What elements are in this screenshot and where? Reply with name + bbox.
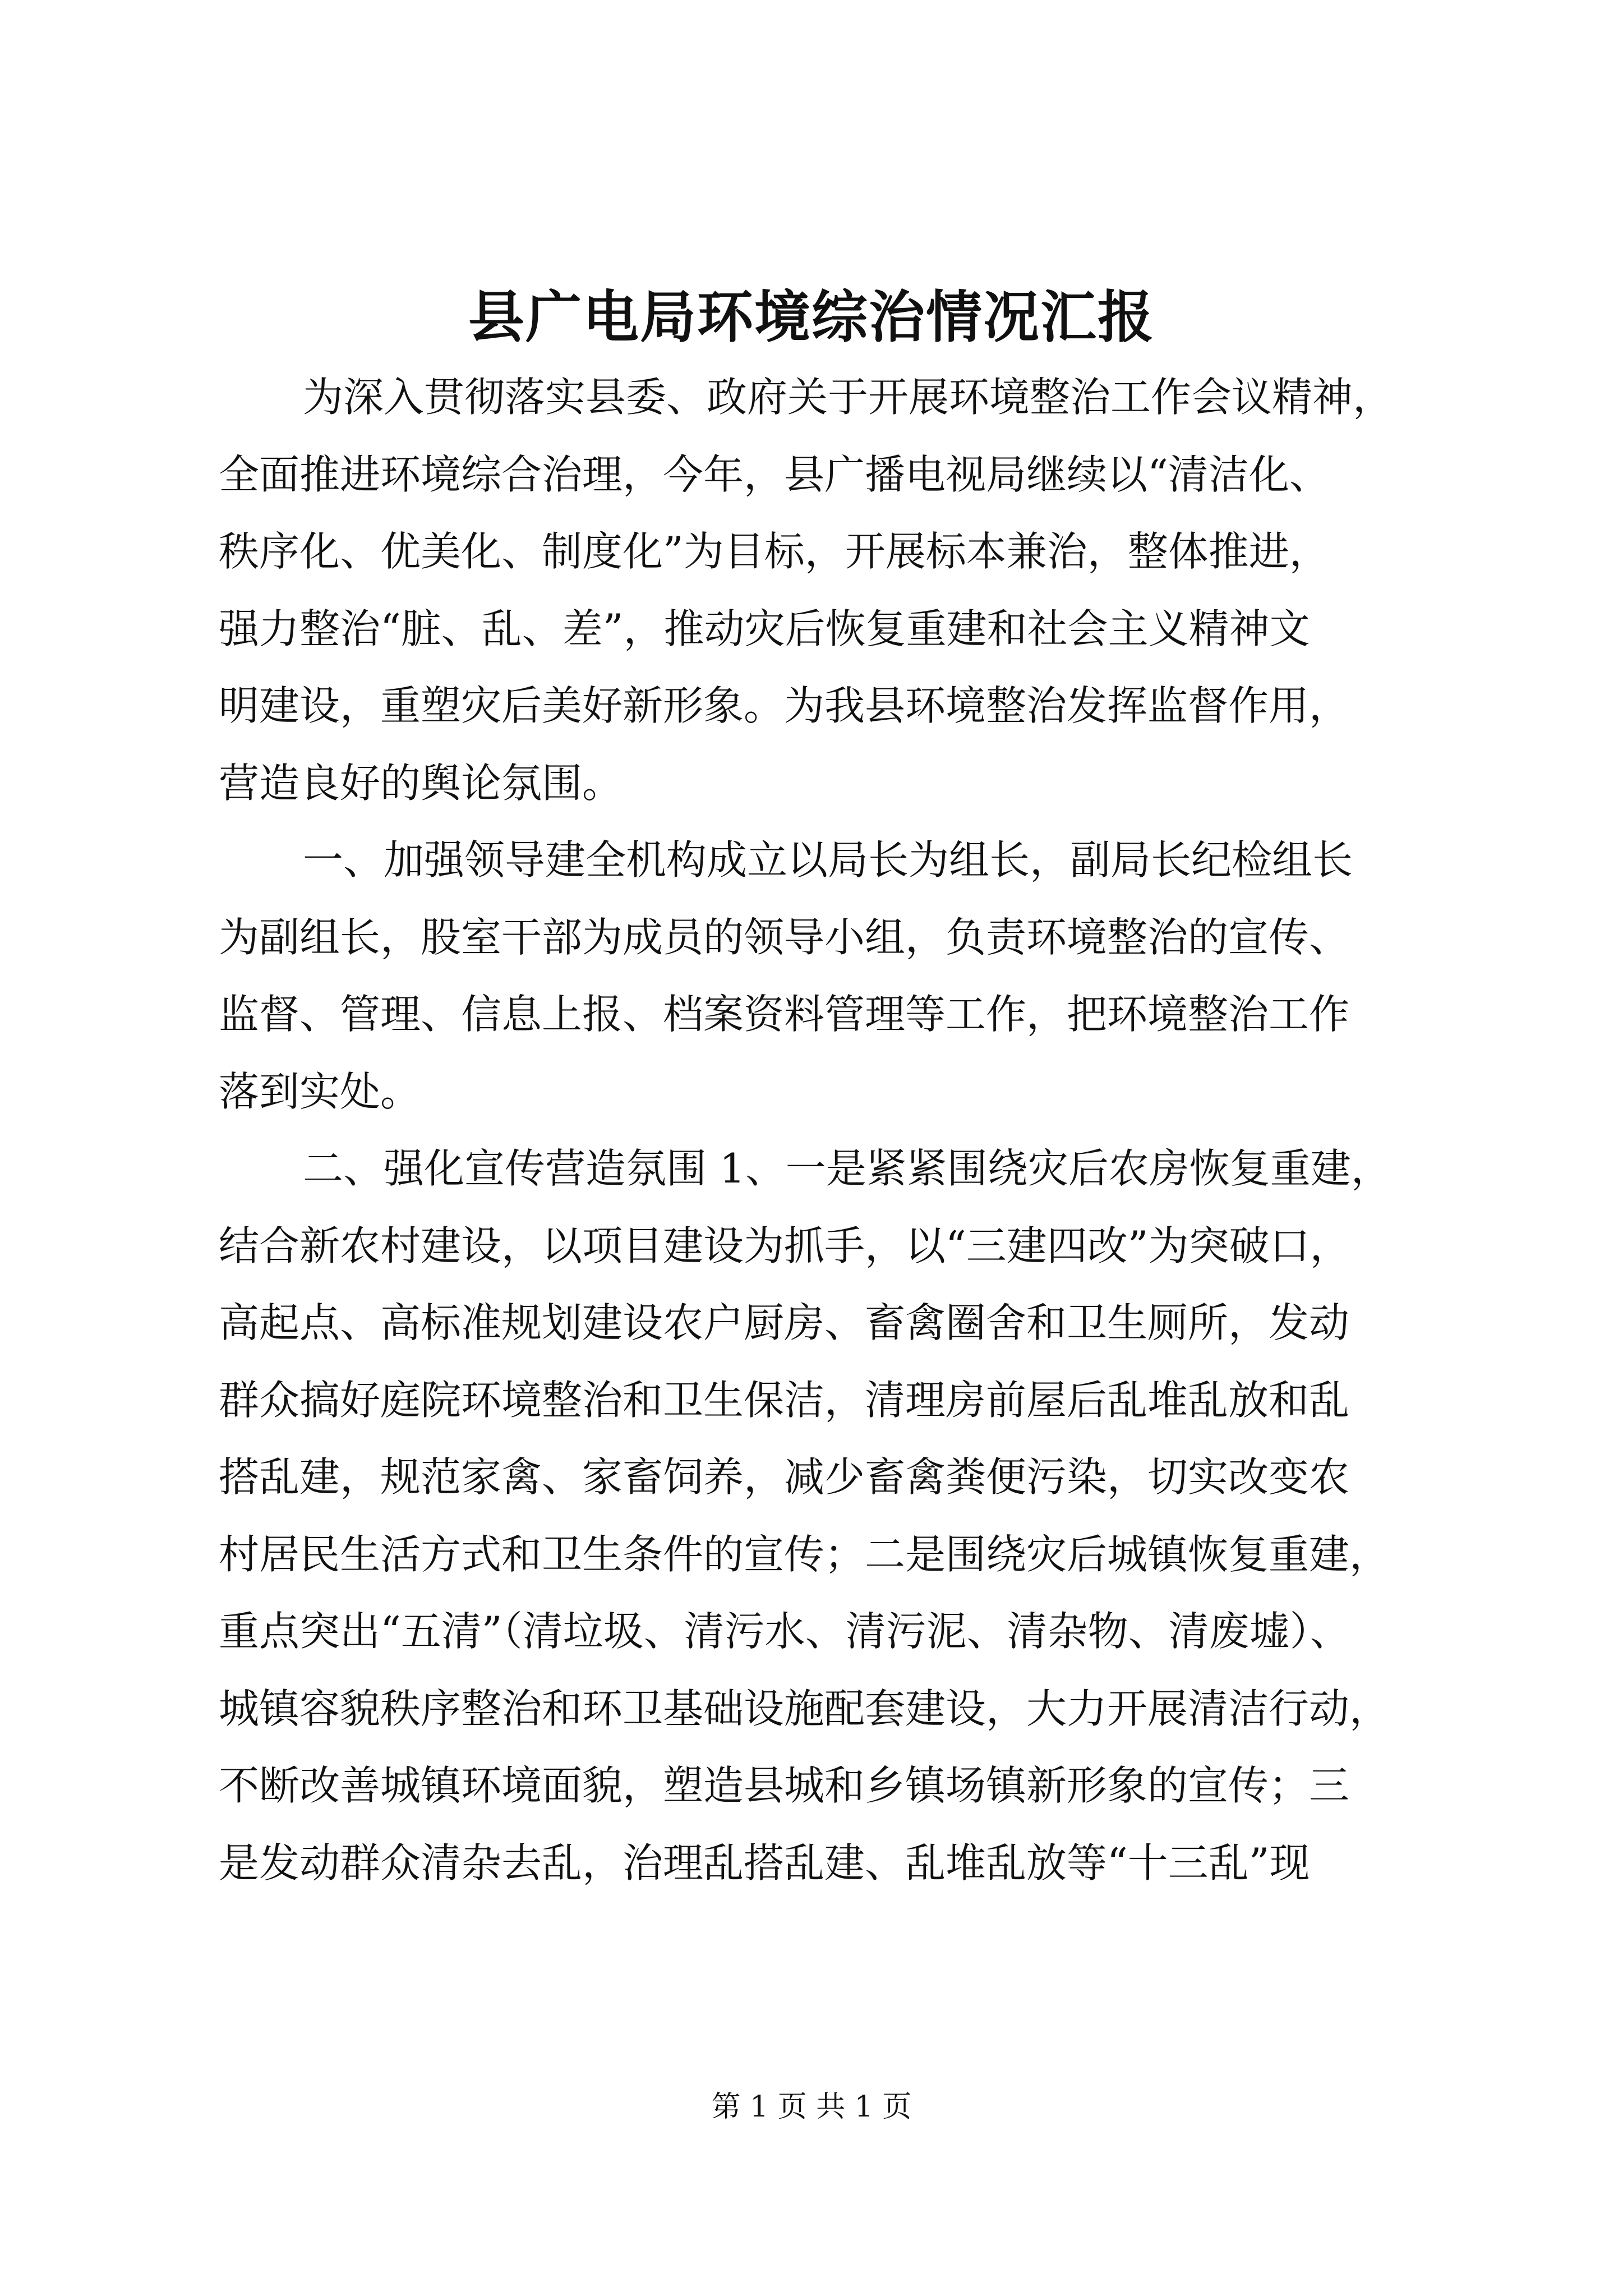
paragraph-3-line-6: 村居民生活方式和卫生条件的宣传；二是围绕灾后城镇恢复重建， bbox=[219, 1530, 1390, 1578]
paragraph-3-line-8: 城镇容貌秩序整治和环卫基础设施配套建设，大力开展清洁行动， bbox=[219, 1685, 1390, 1732]
paragraph-1-line-4: 强力整治“脏、乱、差”，推动灾后恢复重建和社会主义精神文 bbox=[219, 605, 1310, 652]
paragraph-1-line-5: 明建设，重塑灾后美好新形象。为我县环境整治发挥监督作用， bbox=[219, 682, 1350, 729]
paragraph-3-line-7: 重点突出“五清”（清垃圾、清污水、清污泥、清杂物、清废墟）、 bbox=[219, 1608, 1350, 1655]
paragraph-1-line-6: 营造良好的舆论氛围。 bbox=[219, 759, 623, 807]
paragraph-3-line-1: 二、强化宣传营造氛围 1、一是紧紧围绕灾后农房恢复重建， bbox=[303, 1145, 1391, 1192]
paragraph-2-line-3: 监督、管理、信息上报、档案资料管理等工作，把环境整治工作 bbox=[219, 991, 1350, 1038]
paragraph-3-line-3: 高起点、高标准规划建设农户厨房、畜禽圈舍和卫生厕所，发动 bbox=[219, 1299, 1350, 1346]
page-title: 县广电局环境综治情况汇报 bbox=[468, 284, 1155, 350]
paragraph-1-line-1: 为深入贯彻落实县委、政府关于开展环境整治工作会议精神， bbox=[303, 374, 1394, 421]
paragraph-1-line-2: 全面推进环境综合治理，今年，县广播电视局继续以“清洁化、 bbox=[219, 450, 1330, 498]
paragraph-2-line-4: 落到实处。 bbox=[219, 1068, 421, 1115]
document-body bbox=[219, 359, 1492, 1902]
paragraph-2-line-1: 一、加强领导建全机构成立以局长为组长，副局长纪检组长 bbox=[303, 836, 1353, 884]
page-number-footer: 第 1 页 共 1 页 bbox=[711, 2090, 912, 2124]
paragraph-2-line-2: 为副组长，股室干部为成员的领导小组，负责环境整治的宣传、 bbox=[219, 913, 1350, 961]
paragraph-1-line-3: 秩序化、优美化、制度化”为目标，开展标本兼治，整体推进， bbox=[219, 528, 1330, 575]
paragraph-3-line-5: 搭乱建，规范家禽、家畜饲养，减少畜禽粪便污染，切实改变农 bbox=[219, 1453, 1350, 1501]
paragraph-3-line-9: 不断改善城镇环境面貌，塑造县城和乡镇场镇新形象的宣传；三 bbox=[219, 1762, 1350, 1809]
paragraph-3-line-10: 是发动群众清杂去乱，治理乱搭乱建、乱堆乱放等“十三乱”现 bbox=[219, 1839, 1310, 1887]
paragraph-3-line-4: 群众搞好庭院环境整治和卫生保洁，清理房前屋后乱堆乱放和乱 bbox=[219, 1376, 1350, 1424]
paragraph-3-line-2: 结合新农村建设，以项目建设为抓手，以“三建四改”为突破口， bbox=[219, 1222, 1350, 1269]
